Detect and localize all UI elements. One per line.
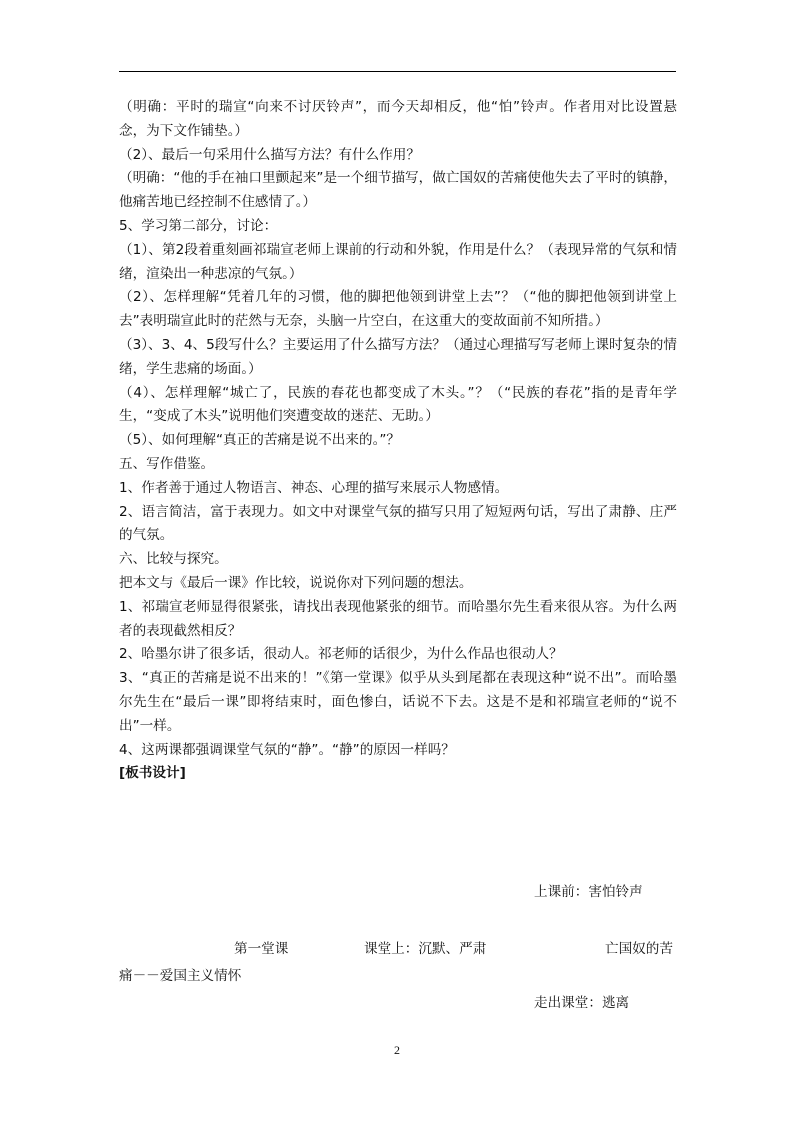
board-in-class: 课堂上：沉默、严肃 (364, 941, 487, 957)
board-design (119, 880, 677, 1020)
board-design-heading: [板书设计] (119, 765, 186, 782)
heading-compare: 六、比较与探究。 (119, 551, 228, 568)
question-2: （2）、怎样理解“凭着几年的习惯，他的脚把他领到讲堂上去”？（“他的脚把他领到讲堂上去”表明瑞宣此时的茫然与无奈，头脑一片空白，在这重大的变故面前不知所措。） (119, 289, 677, 330)
heading-writing: 五、写作借鉴。 (119, 455, 215, 472)
writing-point-1: 1、作者善于通过人物语言、神态、心理的描写来展示人物感情。 (119, 479, 509, 496)
question-last-sentence: （2）、最后一句采用什么描写方法？有什么作用？ (119, 146, 420, 163)
question-1: （1）、第2段着重刻画祁瑞宣老师上课前的行动和外貌，作用是什么？（表现异常的气氛和情绪，渲染出一种悲凉的气氛。） (119, 241, 677, 282)
board-before-class: 上课前：害怕铃声 (534, 884, 643, 900)
question-4: （4）、怎样理解“城亡了，民族的春花也都变成了木头。”？（“民族的春花”指的是青年学生，“变成了木头”说明他们突遭变故的迷茫、无助。） (119, 384, 677, 425)
compare-question-1: 1、祁瑞宣老师显得很紧张，请找出表现他紧张的细节。而哈墨尔先生看来很从容。为什么两者的表现截然相反？ (119, 598, 677, 639)
question-5: （5）、如何理解“真正的苦痛是说不出来的。”？ (119, 432, 401, 449)
compare-question-3: 3、“真正的苦痛是说不出来的！”《第一堂课》似乎从头到尾都在表现这种“说不出”。而哈墨尔先生在“最后一课”即将结束时，面色惨白，话说不下去。这是不是和祁瑞宣老师的“说不出”一样。 (119, 670, 677, 734)
document-body (119, 96, 677, 786)
board-theme-part2: 痛－－爱国主义情怀 (119, 968, 242, 984)
board-after-class: 走出课堂：逃离 (534, 995, 630, 1011)
compare-intro: 把本文与《最后一课》作比较，说说你对下列问题的想法。 (119, 574, 473, 591)
section-part-two: 5、学习第二部分，讨论： (119, 217, 278, 234)
page-number: 2 (394, 1043, 400, 1057)
board-title: 第一堂课 (234, 941, 289, 957)
paragraph-clarify-bell: （明确：平时的瑞宣“向来不讨厌铃声”，而今天却相反，他“怕”铃声。作者用对比设置悬念，为下文作铺垫。） (119, 99, 677, 139)
compare-question-2: 2、哈墨尔讲了很多话，很动人。祁老师的话很少，为什么作品也很动人？ (119, 646, 563, 663)
board-theme-part1: 亡国奴的苦 (605, 941, 673, 957)
paragraph-clarify-detail: （明确：“他的手在袖口里颤起来”是一个细节描写，做亡国奴的苦痛使他失去了平时的镇静，他痛苦地已经控制不住感情了。） (119, 170, 677, 211)
header-rule (119, 71, 676, 72)
question-3: （3）、3、4、5段写什么？主要运用了什么描写方法？（通过心理描写写老师上课时复杂的情绪，学生悲痛的场面。） (119, 336, 677, 377)
writing-point-2: 2、语言简洁，富于表现力。如文中对课堂气氛的描写只用了短短两句话，写出了肃静、庄严的气氛。 (119, 503, 677, 544)
compare-question-4: 4、这两课都强调课堂气氛的“静”。“静”的原因一样吗？ (119, 741, 455, 758)
